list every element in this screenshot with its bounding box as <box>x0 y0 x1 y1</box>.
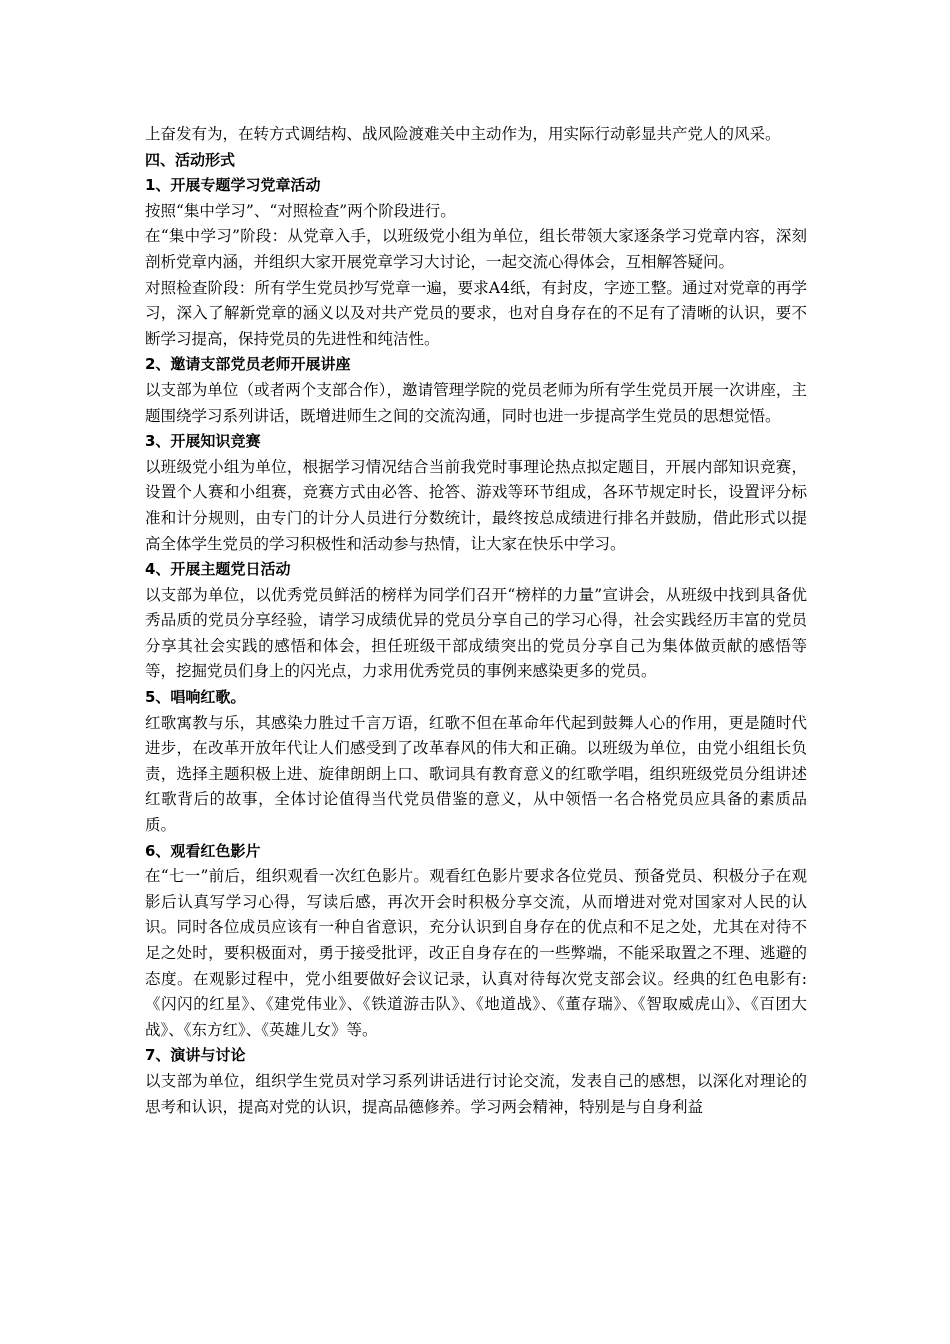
subsection-heading: 7、演讲与讨论 <box>145 1046 246 1065</box>
document-page <box>145 122 807 1120</box>
subsection-heading: 3、开展知识竞赛 <box>145 432 261 451</box>
body-paragraph: 以支部为单位，组织学生党员对学习系列讲话进行讨论交流，发表自己的感想，以深化对理论的思考和认识，提高对党的认识，提高品德修养。学习两会精神，特别是与自身利益 <box>145 1071 807 1116</box>
body-paragraph: 在“集中学习”阶段：从党章入手，以班级党小组为单位，组长带领大家逐条学习党章内容，深刻剖析党章内涵，并组织大家开展党章学习大讨论，一起交流心得体会，互相解答疑问。 <box>145 227 807 271</box>
body-paragraph: 以班级党小组为单位，根据学习情况结合当前我党时事理论热点拟定题目，开展内部知识竞赛，设置个人赛和小组赛，竞赛方式由必答、抢答、游戏等环节组成，各环节规定时长，设置评分标准和计分规则，由专门的计分人员进行分数统计，最终按总成绩进行排名并鼓励，借此形式以提高全体学生党员的学习积极性和活动参与热情，让大家在快乐中学习。 <box>145 457 807 553</box>
body-paragraph: 在“七一”前后，组织观看一次红色影片。观看红色影片要求各位党员、预备党员、积极分子在观影后认真写学习心得，写读后感，再次开会时积极分享交流，从而增进对党对国家对人民的认识。同时各位成员应该有一种自省意识，充分认识到自身存在的优点和不足之处，尤其在对待不足之处时，要积极面对，勇于接受批评，改正自身存在的一些弊端，不能采取置之不理、逃避的态度。在观影过程中，党小组要做好会议记录，认真对待每次党支部会议。经典的红色电影有:《闪闪的红星》、《建党伟业》、《铁道游击队》、《地道战》、《董存瑞》、《智取威虎山》、《百团大战》、《东方红》、《英雄儿女》等。 <box>145 867 807 1039</box>
body-paragraph: 上奋发有为，在转方式调结构、战风险渡难关中主动作为，用实际行动彰显共产党人的风采。 <box>145 125 781 143</box>
section-heading: 四、活动形式 <box>145 150 236 169</box>
body-paragraph: 红歌寓教与乐，其感染力胜过千言万语，红歌不但在革命年代起到鼓舞人心的作用，更是随时代进步，在改革开放年代让人们感受到了改革春风的伟大和正确。以班级为单位，由党小组组长负责，选择主题积极上进、旋律朗朗上口、歌词具有教育意义的红歌学唱，组织班级党员分组讲述红歌背后的故事，全体讨论值得当代党员借鉴的意义，从中领悟一名合格党员应具备的素质品质。 <box>145 713 807 835</box>
body-paragraph: 按照“集中学习”、“对照检查”两个阶段进行。 <box>145 201 456 220</box>
subsection-heading: 5、唱响红歌。 <box>145 688 246 707</box>
body-paragraph: 对照检查阶段：所有学生党员抄写党章一遍，要求A4纸，有封皮，字迹工整。通过对党章的再学习，深入了解新党章的涵义以及对共产党员的要求，也对自身存在的不足有了清晰的认识，要不断学习提高，保持党员的先进性和纯洁性。 <box>145 278 807 348</box>
body-paragraph: 以支部为单位（或者两个支部合作），邀请管理学院的党员老师为所有学生党员开展一次讲座，主题围绕学习系列讲话，既增进师生之间的交流沟通，同时也进一步提高学生党员的思想觉悟。 <box>145 380 807 425</box>
subsection-heading: 6、观看红色影片 <box>145 841 261 860</box>
subsection-heading: 4、开展主题党日活动 <box>145 560 291 579</box>
body-paragraph: 以支部为单位，以优秀党员鲜活的榜样为同学们召开“榜样的力量”宣讲会，从班级中找到具备优秀品质的党员分享经验，请学习成绩优异的党员分享自己的学习心得，社会实践经历丰富的党员分享其社会实践的感悟和体会，担任班级干部成绩突出的党员分享自己为集体做贡献的感悟等等，挖掘党员们身上的闪光点，力求用优秀党员的事例来感染更多的党员。 <box>145 585 807 681</box>
subsection-heading: 1、开展专题学习党章活动 <box>145 176 321 195</box>
subsection-heading: 2、邀请支部党员老师开展讲座 <box>145 355 351 374</box>
